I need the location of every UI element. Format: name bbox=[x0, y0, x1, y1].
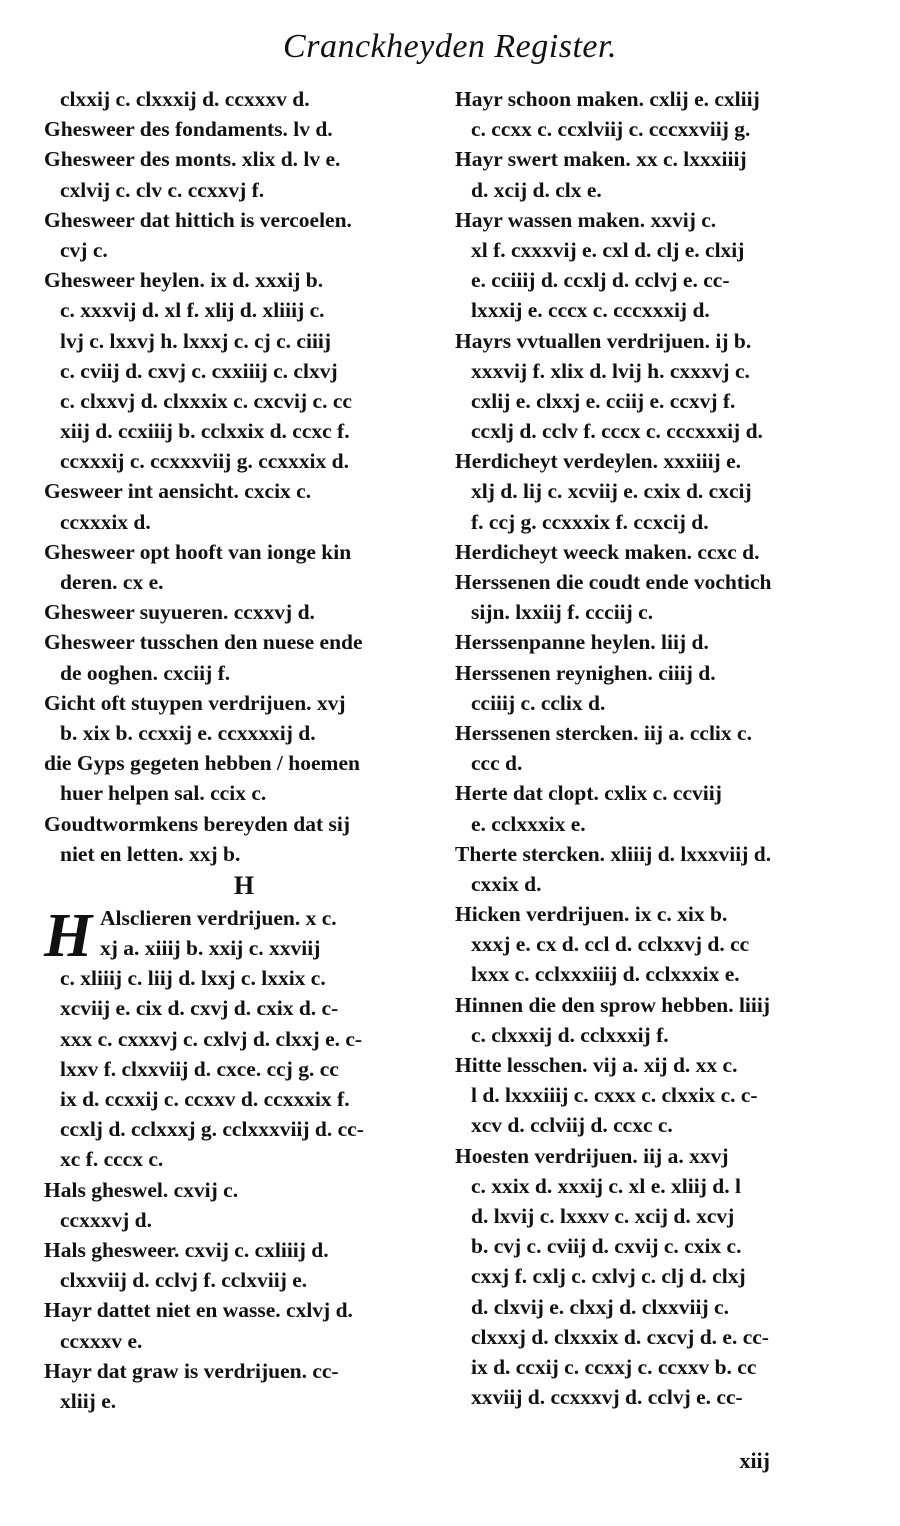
index-entry-line: xxxvij f. xlix d. lvij h. cxxxvj c. bbox=[471, 358, 750, 383]
index-entry-line: xxx c. cxxxvj c. cxlvj d. clxxj e. c- bbox=[60, 1026, 363, 1051]
index-entry-line: Hayrs vvtuallen verdrijuen. ij b. bbox=[455, 328, 752, 353]
index-entry-line: b. cvj c. cviij d. cxvij c. cxix c. bbox=[471, 1234, 742, 1259]
index-entry-line: xxxj e. cx d. ccl d. cclxxvj d. cc bbox=[471, 932, 750, 957]
left-column bbox=[44, 84, 444, 1416]
right-column bbox=[455, 84, 855, 1412]
index-entry-line: lxxv f. clxxviij d. cxce. ccj g. cc bbox=[60, 1056, 339, 1081]
index-entry-line: b. xix b. ccxxij e. ccxxxxij d. bbox=[60, 720, 316, 745]
index-entry-line: Hoesten verdrijuen. iij a. xxvj bbox=[455, 1143, 729, 1168]
index-entry-line: c. xliiij c. liij d. lxxj c. lxxix c. bbox=[60, 966, 326, 991]
index-entry-line: ccc d. bbox=[471, 751, 523, 776]
index-entry-line: lxxxij e. cccx c. cccxxxij d. bbox=[471, 298, 710, 323]
index-entry-line: ccxlj d. cclxxxj g. cclxxxviij d. cc- bbox=[60, 1117, 364, 1142]
index-entry-line: ccxxxvj d. bbox=[60, 1207, 152, 1232]
section-letter-heading: H bbox=[233, 870, 255, 900]
index-entry-line: xj a. xiiij b. xxij c. xxviij bbox=[100, 936, 321, 961]
index-entry-line: huer helpen sal. ccix c. bbox=[60, 781, 267, 806]
index-entry-line: c. clxxvj d. clxxxix c. cxcvij c. cc bbox=[60, 388, 352, 413]
index-entry-line: c. xxix d. xxxij c. xl e. xliij d. l bbox=[471, 1173, 741, 1198]
index-entry-line: Herssenen stercken. iij a. cclix c. bbox=[455, 720, 752, 745]
index-entry-line: c. xxxvij d. xl f. xlij d. xliiij c. bbox=[60, 298, 325, 323]
index-entry-line: Herdicheyt weeck maken. ccxc d. bbox=[455, 539, 760, 564]
index-entry-line: Ghesweer tusschen den nuese ende bbox=[44, 630, 363, 655]
index-entry-line: xc f. cccx c. bbox=[60, 1147, 164, 1172]
index-entry-line: Gicht oft stuypen verdrijuen. xvj bbox=[44, 690, 346, 715]
index-entry-line: ix d. ccxij c. ccxxj c. ccxxv b. cc bbox=[471, 1354, 757, 1379]
index-entry-line: cxlij e. clxxj e. cciij e. ccxvj f. bbox=[471, 388, 736, 413]
index-entry-line: cxxix d. bbox=[471, 871, 542, 896]
index-entry-line: xiij d. ccxiiij b. cclxxix d. ccxc f. bbox=[60, 419, 350, 444]
index-entry-line: de ooghen. cxciij f. bbox=[60, 660, 231, 685]
index-entry-line: Hayr schoon maken. cxlij e. cxliij bbox=[455, 87, 760, 111]
index-entry-line: sijn. lxxiij f. ccciij c. bbox=[471, 600, 654, 625]
index-entry-line: xlj d. lij c. xcviij e. cxix d. cxcij bbox=[471, 479, 752, 504]
index-entry-line: Hayr swert maken. xx c. lxxxiiij bbox=[455, 147, 747, 172]
index-entry-line: Hinnen die den sprow hebben. liiij bbox=[455, 992, 771, 1017]
index-entry-line: c. ccxx c. ccxlviij c. cccxxviij g. bbox=[471, 117, 751, 142]
index-entry-line: f. ccj g. ccxxxix f. ccxcij d. bbox=[471, 509, 709, 534]
index-entry-line: Hals ghesweer. cxvij c. cxliiij d. bbox=[44, 1237, 329, 1262]
index-entry-line: ccxlj d. cclv f. cccx c. cccxxxij d. bbox=[471, 419, 763, 444]
index-entry-line: Herssenen reynighen. ciiij d. bbox=[455, 660, 716, 685]
index-entry-line: Herssenen die coudt ende vochtich bbox=[455, 570, 772, 594]
index-entry-line: Herte dat clopt. cxlix c. ccviij bbox=[455, 781, 722, 806]
index-entry-line: e. cciiij d. ccxlj d. cclvj e. cc- bbox=[471, 268, 730, 293]
index-entry-line: xcv d. cclviij d. ccxc c. bbox=[471, 1113, 673, 1138]
index-entry-line: l d. lxxxiiij c. cxxx c. clxxix c. c- bbox=[471, 1083, 758, 1108]
index-entry-line: d. lxvij c. lxxxv c. xcij d. xcvj bbox=[471, 1203, 735, 1228]
index-entry-line: Hicken verdrijuen. ix c. xix b. bbox=[455, 902, 728, 927]
index-entry-line: e. cclxxxix e. bbox=[471, 811, 586, 836]
index-entry-line: Gesweer int aensicht. cxcix c. bbox=[44, 479, 312, 504]
right-entries bbox=[455, 84, 855, 1412]
index-entry-line: d. clxvij e. clxxj d. clxxviij c. bbox=[471, 1294, 729, 1319]
running-header: Cranckheyden Register. bbox=[283, 28, 617, 65]
index-entry-line: Ghesweer des fondaments. lv d. bbox=[44, 117, 333, 142]
index-entry-line: deren. cx e. bbox=[60, 570, 164, 594]
index-entry-line: ix d. ccxxij c. ccxxv d. ccxxxix f. bbox=[60, 1087, 350, 1111]
index-entry-line: ccxxxij c. ccxxxviij g. ccxxxix d. bbox=[60, 449, 349, 474]
index-entry-line: clxxxj d. clxxxix d. cxcvj d. e. cc- bbox=[471, 1324, 769, 1349]
index-entry-line: Herssenpanne heylen. liij d. bbox=[455, 630, 709, 655]
index-entry-line: Hals gheswel. cxvij c. bbox=[44, 1177, 239, 1202]
index-entry-line: ccxxxv e. bbox=[60, 1328, 143, 1353]
catchword: xiij bbox=[739, 1448, 770, 1473]
index-entry-line: xliij e. bbox=[60, 1388, 117, 1413]
index-entry-line: lxxx c. cclxxxiiij d. cclxxxix e. bbox=[471, 962, 740, 987]
index-entry-line: lvj c. lxxvj h. lxxxj c. cj c. ciiij bbox=[60, 328, 332, 353]
index-entry-line: xxviij d. ccxxxvj d. cclvj e. cc- bbox=[471, 1385, 743, 1410]
index-entry-line: niet en letten. xxj b. bbox=[60, 841, 241, 866]
index-entry-line: ccxxxix d. bbox=[60, 509, 151, 534]
index-entry-line: Therte stercken. xliiij d. lxxxviij d. bbox=[455, 841, 772, 866]
index-entry-line: Hitte lesschen. vij a. xij d. xx c. bbox=[455, 1053, 738, 1077]
index-entry-line: cciiij c. cclix d. bbox=[471, 690, 606, 715]
dropcap-initial: H bbox=[44, 901, 93, 970]
index-entry-line: Hayr dattet niet en wasse. cxlvj d. bbox=[44, 1298, 353, 1323]
index-entry-line: d. xcij d. clx e. bbox=[471, 177, 602, 202]
index-entry-line: cvj c. bbox=[60, 237, 108, 262]
index-entry-line: Hayr wassen maken. xxvij c. bbox=[455, 207, 717, 232]
index-entry-line: Ghesweer des monts. xlix d. lv e. bbox=[44, 147, 341, 172]
index-entry-line: Ghesweer opt hooft van ionge kin bbox=[44, 539, 352, 564]
left-entries-a bbox=[44, 84, 444, 869]
index-entry-line: die Gyps gegeten hebben / hoemen bbox=[44, 751, 360, 776]
index-entry-line: xcviij e. cix d. cxvj d. cxix d. c- bbox=[60, 996, 339, 1021]
index-entry-line: clxxij c. clxxxij d. ccxxxv d. bbox=[60, 87, 310, 111]
index-entry-line: cxlvij c. clv c. ccxxvj f. bbox=[60, 177, 265, 202]
dropcap-block bbox=[44, 901, 444, 970]
index-entry-line: cxxj f. cxlj c. cxlvj c. clj d. clxj bbox=[471, 1264, 746, 1289]
index-entry-line: Alsclieren verdrijuen. x c. bbox=[100, 905, 337, 930]
index-entry-line: clxxviij d. cclvj f. cclxviij e. bbox=[60, 1268, 308, 1293]
index-entry-line: c. cviij d. cxvj c. cxxiiij c. clxvj bbox=[60, 358, 338, 383]
index-entry-line: Herdicheyt verdeylen. xxxiiij e. bbox=[455, 449, 741, 474]
left-entries-b bbox=[44, 963, 444, 1416]
index-entry-line: Goudtwormkens bereyden dat sij bbox=[44, 811, 350, 836]
index-entry-line: Ghesweer heylen. ix d. xxxij b. bbox=[44, 268, 324, 293]
index-entry-line: Ghesweer suyueren. ccxxvj d. bbox=[44, 600, 315, 625]
index-entry-line: Ghesweer dat hittich is vercoelen. bbox=[44, 207, 352, 232]
index-entry-line: Hayr dat graw is verdrijuen. cc- bbox=[44, 1358, 339, 1383]
index-entry-line: xl f. cxxxvij e. cxl d. clj e. clxij bbox=[471, 237, 745, 262]
index-entry-line: c. clxxxij d. cclxxxij f. bbox=[471, 1022, 669, 1047]
